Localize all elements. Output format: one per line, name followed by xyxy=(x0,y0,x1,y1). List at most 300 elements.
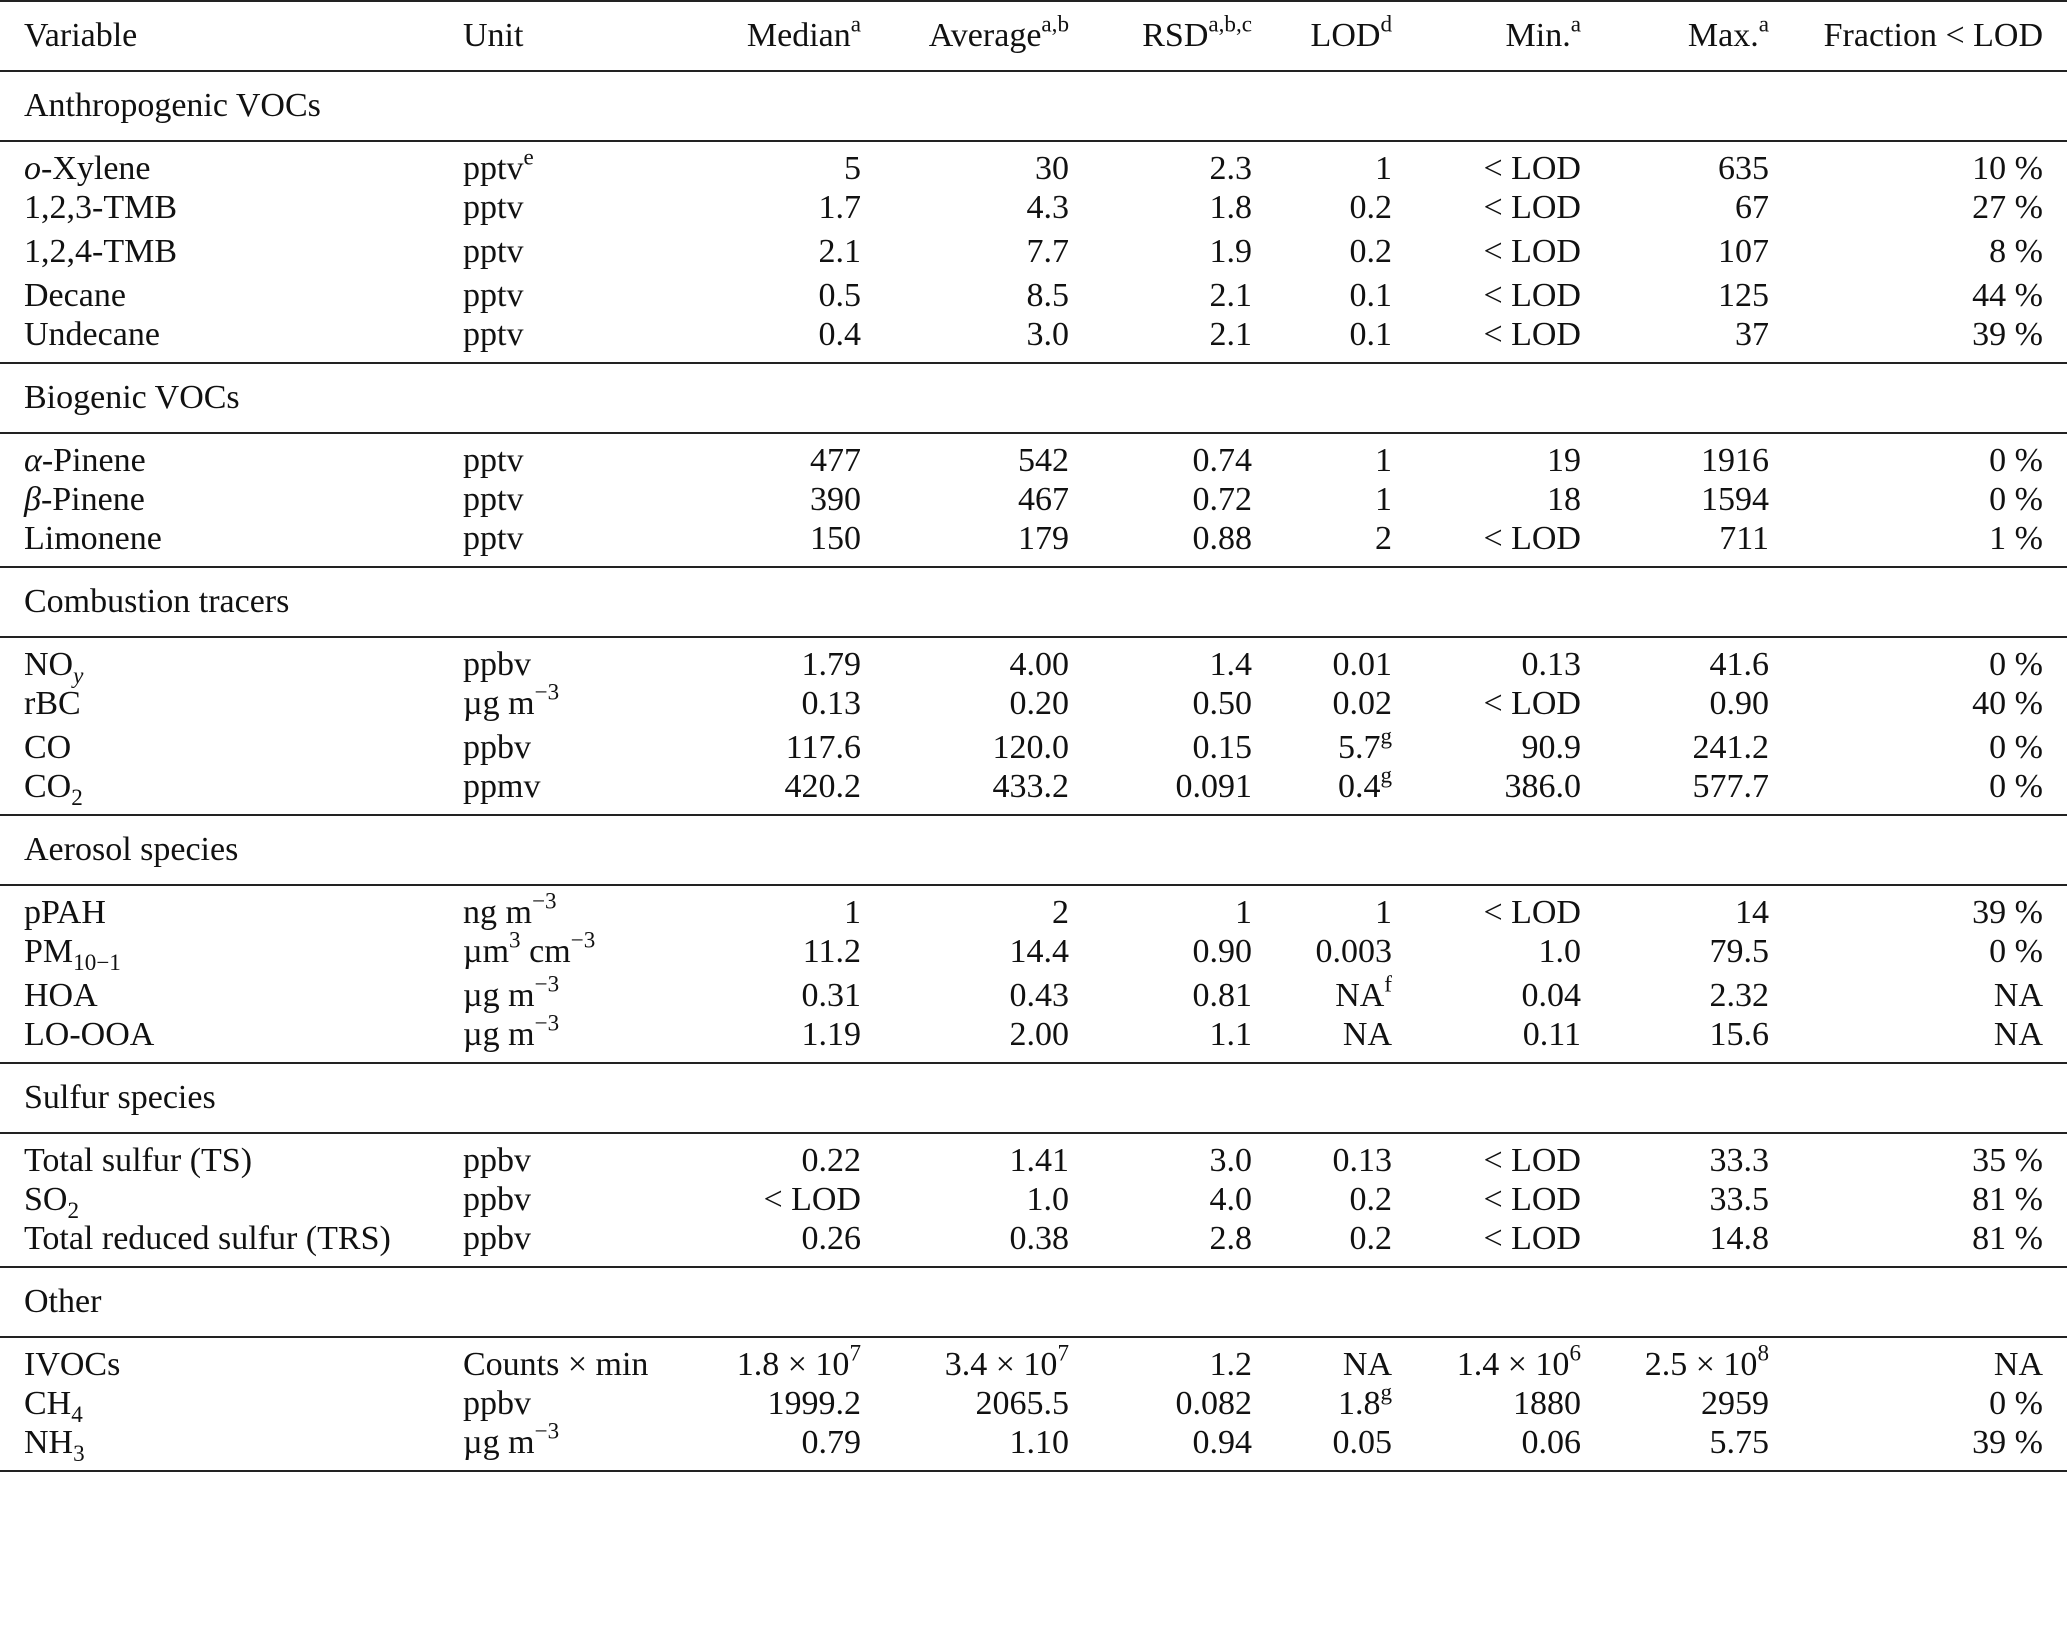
header-unit: Unit xyxy=(463,1,693,71)
max-cell: 1916 xyxy=(1701,442,1769,479)
unit-cell xyxy=(463,186,693,230)
text-segment: ppbv xyxy=(463,729,531,766)
min-cell: < LOD xyxy=(1392,522,1581,567)
max-cell: 67 xyxy=(1735,189,1769,226)
average-cell: 2 xyxy=(1052,894,1069,931)
text-segment: µg m xyxy=(463,1424,535,1461)
superscript: −3 xyxy=(534,971,560,998)
text-segment: Total reduced sulfur (TRS) xyxy=(24,1220,391,1257)
min-cell: < LOD xyxy=(1392,318,1581,363)
lod-cell: 1 xyxy=(1375,894,1392,931)
rsd-cell: 0.091 xyxy=(1069,770,1252,815)
subscript: 4 xyxy=(71,1402,83,1429)
variable-cell xyxy=(0,974,463,1018)
text-segment: 1,2,4-TMB xyxy=(24,233,177,270)
section-header-row xyxy=(0,363,2067,433)
average-cell: 0.38 xyxy=(861,1222,1069,1267)
superscript: g xyxy=(1380,723,1392,750)
median-cell: < LOD xyxy=(763,1181,861,1218)
subscript: 2 xyxy=(71,785,83,812)
table-row xyxy=(0,1133,2067,1178)
variable-cell xyxy=(0,522,463,567)
fraction-below-lod-cell: 10 % xyxy=(1972,150,2043,187)
median-cell: 0.22 xyxy=(801,1142,861,1179)
fraction-below-lod-cell: 44 % xyxy=(1972,277,2043,314)
superscript: 3 xyxy=(509,927,521,954)
text-segment: NH xyxy=(24,1424,74,1461)
variable-cell xyxy=(0,770,463,815)
table-row xyxy=(0,1337,2067,1382)
min-cell: 19 xyxy=(1547,442,1581,479)
max-cell: 635 xyxy=(1718,150,1769,187)
section-title: Sulfur species xyxy=(0,1063,2067,1133)
superscript: 7 xyxy=(849,1340,861,1367)
section-title: Biogenic VOCs xyxy=(0,363,2067,433)
lod-cell: 0.01 xyxy=(1332,646,1392,683)
min-cell: 0.11 xyxy=(1392,1018,1581,1063)
average-cell: 433.2 xyxy=(861,770,1069,815)
average-cell: 2.00 xyxy=(861,1018,1069,1063)
average-cell xyxy=(861,1337,1069,1382)
max-cell: 33.3 xyxy=(1709,1142,1769,1179)
text-segment: pptv xyxy=(463,442,524,479)
fraction-below-lod-cell: 35 % xyxy=(1972,1142,2043,1179)
superscript: 7 xyxy=(1057,1340,1069,1367)
text-segment: IVOCs xyxy=(24,1346,121,1383)
lod-cell xyxy=(1252,762,1392,815)
text-segment: 1.8 xyxy=(1337,1385,1381,1422)
min-cell: 90.9 xyxy=(1521,729,1581,766)
variable-cell xyxy=(0,1178,463,1225)
superscript: −3 xyxy=(534,679,560,706)
text-segment: 5.7 xyxy=(1337,729,1381,766)
variable-cell xyxy=(0,1133,463,1178)
text-segment: α xyxy=(24,442,42,479)
lod-cell: 0.02 xyxy=(1332,685,1392,722)
min-cell: 18 xyxy=(1547,481,1581,518)
average-cell: 14.4 xyxy=(1009,933,1069,970)
table-row xyxy=(0,637,2067,682)
lod-cell: 0.05 xyxy=(1252,1426,1392,1471)
max-cell: 15.6 xyxy=(1581,1018,1769,1063)
table-row xyxy=(0,770,2067,815)
text-segment: Decane xyxy=(24,277,126,314)
superscript: −3 xyxy=(534,1010,560,1037)
max-cell: 241.2 xyxy=(1692,729,1769,766)
variable-cell xyxy=(0,433,463,478)
max-cell: 2959 xyxy=(1701,1385,1769,1422)
text-segment: 2.5 × 10 xyxy=(1644,1346,1758,1383)
max-cell: 14 xyxy=(1735,894,1769,931)
median-cell: 5 xyxy=(844,150,861,187)
variable-cell xyxy=(0,274,463,318)
text-segment: CO xyxy=(24,729,72,766)
rsd-cell: 1.8 xyxy=(1209,189,1252,226)
table-row xyxy=(0,1018,2067,1063)
fraction-below-lod-cell: NA xyxy=(1993,977,2043,1014)
text-segment: rBC xyxy=(24,685,81,722)
rsd-cell: 0.50 xyxy=(1192,685,1252,722)
lod-cell: 1 xyxy=(1375,442,1392,479)
text-segment: ppbv xyxy=(463,1142,531,1179)
unit-cell xyxy=(463,637,693,682)
text-segment: pptv xyxy=(463,277,524,314)
text-segment: ppbv xyxy=(463,1385,531,1422)
rsd-cell: 0.81 xyxy=(1192,977,1252,1014)
section-header-row xyxy=(0,1267,2067,1337)
rsd-cell: 1.1 xyxy=(1069,1018,1252,1063)
fraction-below-lod-cell: 0 % xyxy=(1989,1385,2043,1422)
lod-cell: 1 xyxy=(1375,150,1392,187)
text-segment: pptv xyxy=(463,150,524,187)
variable-cell xyxy=(0,726,463,770)
rsd-cell: 0.74 xyxy=(1192,442,1252,479)
lod-cell: 0.1 xyxy=(1349,277,1392,314)
text-segment: 3.4 × 10 xyxy=(944,1346,1058,1383)
rsd-cell: 2.3 xyxy=(1209,150,1252,187)
min-cell: < LOD xyxy=(1483,685,1581,722)
rsd-cell: 2.8 xyxy=(1069,1222,1252,1267)
variable-cell xyxy=(0,230,463,274)
unit-cell xyxy=(463,885,693,930)
section-title: Aerosol species xyxy=(0,815,2067,885)
table-body xyxy=(0,71,2067,1471)
average-cell: 1.41 xyxy=(1009,1142,1069,1179)
section-header-row xyxy=(0,815,2067,885)
max-cell: 0.90 xyxy=(1709,685,1769,722)
median-cell: 1999.2 xyxy=(767,1385,861,1422)
text-segment: NO xyxy=(24,646,74,683)
median-cell: 0.5 xyxy=(818,277,861,314)
rsd-cell: 1.9 xyxy=(1209,233,1252,270)
average-cell: 1.10 xyxy=(861,1426,1069,1471)
table-row xyxy=(0,930,2067,974)
unit-cell xyxy=(463,1010,693,1063)
max-cell: 107 xyxy=(1718,233,1769,270)
text-segment: 0.4 xyxy=(1337,768,1381,805)
header-min-footnote: a xyxy=(1570,11,1581,38)
variable-cell xyxy=(0,141,463,186)
subscript: 3 xyxy=(73,1441,85,1468)
min-cell: < LOD xyxy=(1483,277,1581,314)
min-cell: 0.06 xyxy=(1392,1426,1581,1471)
unit-cell xyxy=(463,433,693,478)
lod-cell: 0.13 xyxy=(1332,1142,1392,1179)
max-cell: 711 xyxy=(1581,522,1769,567)
header-average: Average$^{a,b}$ xyxy=(861,1,1069,71)
text-segment: 1.4 × 10 xyxy=(1456,1346,1570,1383)
section-title: Combustion tracers xyxy=(0,567,2067,637)
unit-cell xyxy=(463,726,693,770)
table-row xyxy=(0,433,2067,478)
table-row xyxy=(0,230,2067,274)
text-segment: Counts × min xyxy=(463,1346,649,1383)
text-segment: 1.8 × 10 xyxy=(736,1346,850,1383)
max-cell: 79.5 xyxy=(1709,933,1769,970)
superscript: e xyxy=(523,144,534,171)
min-cell: 1.0 xyxy=(1538,933,1581,970)
table-row xyxy=(0,478,2067,522)
min-cell: < LOD xyxy=(1483,894,1581,931)
min-cell: 386.0 xyxy=(1392,770,1581,815)
section-title: Other xyxy=(0,1267,2067,1337)
median-cell: 117.6 xyxy=(785,729,861,766)
median-cell: 11.2 xyxy=(802,933,861,970)
max-cell: 125 xyxy=(1718,277,1769,314)
text-segment: Limonene xyxy=(24,520,162,557)
average-cell: 0.20 xyxy=(1009,685,1069,722)
variable-cell xyxy=(0,885,463,930)
median-cell: 0.4 xyxy=(693,318,861,363)
lod-cell: 0.2 xyxy=(1349,1181,1392,1218)
superscript: −3 xyxy=(531,888,557,915)
superscript: 8 xyxy=(1757,1340,1769,1367)
text-segment: µg m xyxy=(463,1016,535,1053)
unit-cell xyxy=(463,679,693,726)
unit-cell xyxy=(463,927,693,974)
text-segment: ppmv xyxy=(463,768,541,805)
text-segment: pptv xyxy=(463,481,524,518)
rsd-cell: 0.082 xyxy=(1175,1385,1252,1422)
header-median-footnote: a xyxy=(850,11,861,38)
header-fraction-below-lod: Fraction < LOD xyxy=(1769,1,2067,71)
rsd-cell: 0.72 xyxy=(1192,481,1252,518)
table-row xyxy=(0,318,2067,363)
variable-cell xyxy=(0,186,463,230)
median-cell: 0.79 xyxy=(693,1426,861,1471)
header-variable: Variable xyxy=(0,1,463,71)
lod-cell xyxy=(1252,971,1392,1018)
median-cell: 1.7 xyxy=(818,189,861,226)
median-cell: 1.79 xyxy=(801,646,861,683)
superscript: −3 xyxy=(534,1418,560,1445)
rsd-cell: 2.1 xyxy=(1069,318,1252,363)
text-segment: -Pinene xyxy=(41,442,146,479)
header-max: Max.$^a$ xyxy=(1581,1,1769,71)
unit-cell xyxy=(463,1418,693,1471)
unit-cell xyxy=(463,274,693,318)
variable-cell xyxy=(0,1426,463,1471)
median-cell: 1 xyxy=(844,894,861,931)
average-cell: 4.3 xyxy=(1026,189,1069,226)
text-segment: β xyxy=(24,481,41,518)
text-segment: pptv xyxy=(463,520,524,557)
fraction-below-lod-cell: 40 % xyxy=(1972,685,2043,722)
median-cell: 1.19 xyxy=(693,1018,861,1063)
min-cell xyxy=(1392,1337,1581,1382)
subscript: 2 xyxy=(67,1198,80,1225)
header-rsd-footnote: a,b,c xyxy=(1208,11,1252,38)
min-cell: < LOD xyxy=(1483,1181,1581,1218)
superscript: −3 xyxy=(570,927,596,954)
variable-cell xyxy=(0,637,463,690)
lod-cell: 0.2 xyxy=(1252,1222,1392,1267)
unit-cell xyxy=(463,522,693,567)
text-segment: µm xyxy=(463,933,510,970)
variable-cell xyxy=(0,1018,463,1063)
text-segment: CO xyxy=(24,768,72,805)
min-cell: < LOD xyxy=(1483,1142,1581,1179)
text-segment: cm xyxy=(520,933,571,970)
section-header-row xyxy=(0,1063,2067,1133)
text-segment: ppbv xyxy=(463,1181,531,1218)
lod-cell xyxy=(1252,723,1392,770)
text-segment: pPAH xyxy=(24,894,106,931)
fraction-below-lod-cell: 0 % xyxy=(1989,729,2043,766)
table-row xyxy=(0,522,2067,567)
fraction-below-lod-cell: 39 % xyxy=(1769,1426,2067,1471)
rsd-cell: 1.4 xyxy=(1209,646,1252,683)
variable-cell xyxy=(0,318,463,363)
fraction-below-lod-cell: 0 % xyxy=(1989,933,2043,970)
text-segment: HOA xyxy=(24,977,98,1014)
text-segment: -Pinene xyxy=(40,481,145,518)
median-cell: 420.2 xyxy=(693,770,861,815)
average-cell: 0.43 xyxy=(1009,977,1069,1014)
section-header-row xyxy=(0,71,2067,141)
lod-cell xyxy=(1252,1379,1392,1426)
variable-cell xyxy=(0,930,463,977)
text-segment: ng m xyxy=(463,894,532,931)
text-segment: ppbv xyxy=(463,646,531,683)
average-cell: 7.7 xyxy=(1026,233,1069,270)
rsd-cell: 1.2 xyxy=(1209,1346,1252,1383)
header-average-footnote: a,b xyxy=(1041,11,1069,38)
fraction-below-lod-cell: 81 % xyxy=(1972,1181,2043,1218)
max-cell: 14.8 xyxy=(1581,1222,1769,1267)
table-row xyxy=(0,1222,2067,1267)
superscript: f xyxy=(1384,971,1392,998)
variable-cell xyxy=(0,478,463,522)
text-segment: NA xyxy=(1335,977,1385,1014)
superscript: g xyxy=(1380,1379,1392,1406)
fraction-below-lod-cell: 39 % xyxy=(1972,894,2043,931)
text-segment: LO-OOA xyxy=(24,1016,155,1053)
text-segment: SO xyxy=(24,1181,68,1218)
max-cell: 1594 xyxy=(1701,481,1769,518)
superscript: 6 xyxy=(1569,1340,1581,1367)
median-cell: 0.13 xyxy=(801,685,861,722)
rsd-cell: 4.0 xyxy=(1209,1181,1252,1218)
section-title: Anthropogenic VOCs xyxy=(0,71,2067,141)
median-cell: 390 xyxy=(810,481,861,518)
fraction-below-lod-cell: 39 % xyxy=(1769,318,2067,363)
fraction-below-lod-cell: 0 % xyxy=(1989,481,2043,518)
table-row xyxy=(0,726,2067,770)
fraction-below-lod-cell: 0 % xyxy=(1989,646,2043,683)
fraction-below-lod-cell: 0 % xyxy=(1769,770,2067,815)
text-segment: CH xyxy=(24,1385,72,1422)
header-median: Median$^a$ xyxy=(693,1,861,71)
fraction-below-lod-cell: 27 % xyxy=(1972,189,2043,226)
average-cell: 2065.5 xyxy=(975,1385,1069,1422)
max-cell xyxy=(1581,1337,1769,1382)
text-segment: pptv xyxy=(463,189,524,226)
unit-cell xyxy=(463,478,693,522)
average-cell: 542 xyxy=(1018,442,1069,479)
max-cell: 41.6 xyxy=(1709,646,1769,683)
lod-cell: 0.2 xyxy=(1349,233,1392,270)
unit-cell xyxy=(463,770,693,815)
min-cell: 0.13 xyxy=(1521,646,1581,683)
average-cell: 179 xyxy=(861,522,1069,567)
rsd-cell: 0.90 xyxy=(1192,933,1252,970)
text-segment: µg m xyxy=(463,977,535,1014)
table-row xyxy=(0,682,2067,726)
table-row xyxy=(0,1178,2067,1222)
lod-cell: 0.2 xyxy=(1349,189,1392,226)
rsd-cell: 2.1 xyxy=(1209,277,1252,314)
average-cell: 467 xyxy=(1018,481,1069,518)
table-row xyxy=(0,186,2067,230)
variable-cell xyxy=(0,682,463,726)
text-segment: -Xylene xyxy=(41,150,151,187)
rsd-cell: 3.0 xyxy=(1209,1142,1252,1179)
text-segment: pptv xyxy=(463,316,524,353)
table-row xyxy=(0,885,2067,930)
average-cell: 3.0 xyxy=(861,318,1069,363)
header-rsd: RSD$^{a,b,c}$ xyxy=(1069,1,1252,71)
fraction-below-lod-cell: 8 % xyxy=(1989,233,2043,270)
max-cell: 33.5 xyxy=(1709,1181,1769,1218)
superscript: g xyxy=(1380,762,1392,789)
fraction-below-lod-cell: 1 % xyxy=(1769,522,2067,567)
unit-cell xyxy=(463,318,693,363)
lod-cell: 0.1 xyxy=(1252,318,1392,363)
average-cell: 8.5 xyxy=(1026,277,1069,314)
unit-cell xyxy=(463,1178,693,1222)
average-cell: 1.0 xyxy=(1026,1181,1069,1218)
median-cell: 477 xyxy=(810,442,861,479)
subscript: y xyxy=(73,663,84,690)
unit-cell xyxy=(463,1222,693,1267)
max-cell: 577.7 xyxy=(1581,770,1769,815)
rsd-cell: 1 xyxy=(1235,894,1252,931)
header-min: Min.$^a$ xyxy=(1392,1,1581,71)
fraction-below-lod-cell: NA xyxy=(1993,1346,2043,1383)
section-header-row xyxy=(0,567,2067,637)
median-cell: 0.26 xyxy=(693,1222,861,1267)
unit-cell xyxy=(463,1337,693,1382)
lod-cell: 0.003 xyxy=(1315,933,1392,970)
variable-cell xyxy=(0,1222,463,1267)
max-cell: 2.32 xyxy=(1709,977,1769,1014)
table-row xyxy=(0,1426,2067,1471)
min-cell: < LOD xyxy=(1483,233,1581,270)
variable-cell xyxy=(0,1382,463,1429)
min-cell: 1880 xyxy=(1513,1385,1581,1422)
text-segment: pptv xyxy=(463,233,524,270)
text-segment: µg m xyxy=(463,685,535,722)
median-cell: 2.1 xyxy=(818,233,861,270)
fraction-below-lod-cell: 0 % xyxy=(1989,442,2043,479)
max-cell: 5.75 xyxy=(1581,1426,1769,1471)
average-cell: 30 xyxy=(1035,150,1069,187)
header-max-footnote: a xyxy=(1758,11,1769,38)
lod-cell: NA xyxy=(1252,1018,1392,1063)
fraction-below-lod-cell: NA xyxy=(1769,1018,2067,1063)
text-segment: Total sulfur (TS) xyxy=(24,1142,253,1179)
unit-cell xyxy=(463,971,693,1018)
median-cell: 0.31 xyxy=(801,977,861,1014)
min-cell: < LOD xyxy=(1483,150,1581,187)
text-segment: Undecane xyxy=(24,316,160,353)
lod-cell: 2 xyxy=(1252,522,1392,567)
fraction-below-lod-cell: 81 % xyxy=(1769,1222,2067,1267)
median-cell: 150 xyxy=(693,522,861,567)
lod-cell: NA xyxy=(1342,1346,1392,1383)
min-cell: < LOD xyxy=(1392,1222,1581,1267)
